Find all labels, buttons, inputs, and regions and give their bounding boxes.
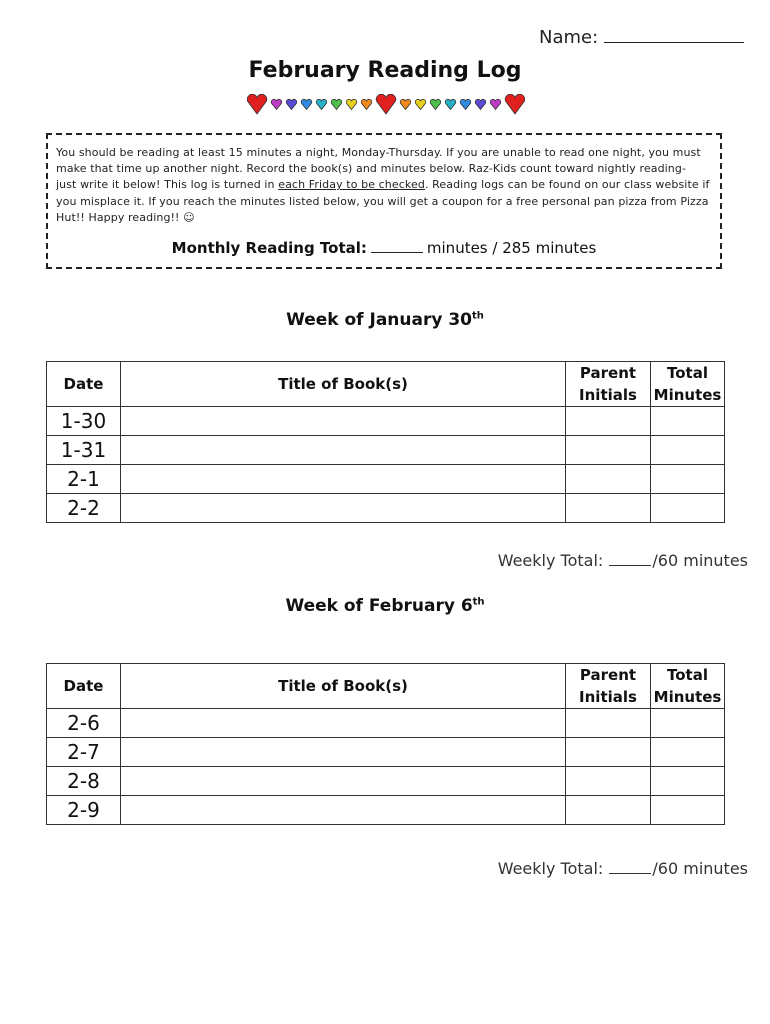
book-title-cell[interactable] xyxy=(121,436,566,465)
book-title-cell[interactable] xyxy=(121,796,566,825)
total-minutes-cell[interactable] xyxy=(651,436,725,465)
hearts-decoration xyxy=(247,94,525,116)
weekly-total-suffix: /60 minutes xyxy=(652,551,748,570)
total-minutes-cell[interactable] xyxy=(651,465,725,494)
parent-initials-cell[interactable] xyxy=(566,796,651,825)
table-row xyxy=(47,436,725,465)
small-heart-icon xyxy=(346,99,357,109)
large-heart-icon xyxy=(247,94,267,114)
small-heart-icon xyxy=(400,99,411,109)
book-title-cell[interactable] xyxy=(121,465,566,494)
date-cell: 1-31 xyxy=(47,436,121,465)
total-header-line1: Total xyxy=(667,364,708,382)
week-2-table xyxy=(46,663,725,825)
instructions-part-2: . Reading logs can be found on our class website if you misplace it. If you reach the minutes listed below, you will get a coupon for a free personal pan pizza from Pizza Hut!! Happy reading!! ☺ xyxy=(56,178,710,224)
total-minutes-header xyxy=(651,362,725,407)
weekly-total-suffix: /60 minutes xyxy=(652,859,748,878)
total-header-line2: Minutes xyxy=(653,688,722,706)
total-minutes-cell[interactable] xyxy=(651,796,725,825)
monthly-total xyxy=(48,239,720,257)
small-heart-icon xyxy=(331,99,342,109)
total-minutes-cell[interactable] xyxy=(651,407,725,436)
parent-initials-cell[interactable] xyxy=(566,738,651,767)
parent-header-line2: Initials xyxy=(579,386,637,404)
parent-initials-cell[interactable] xyxy=(566,436,651,465)
parent-initials-cell[interactable] xyxy=(566,494,651,523)
week-2-title xyxy=(0,596,770,616)
table-row xyxy=(47,796,725,825)
weekly-total-blank[interactable] xyxy=(609,861,651,874)
date-cell: 2-8 xyxy=(47,767,121,796)
large-heart-icon xyxy=(505,94,525,114)
title-header: Title of Book(s) xyxy=(121,362,566,407)
weekly-total-label: Weekly Total: xyxy=(497,859,604,878)
small-heart-icon xyxy=(316,99,327,109)
large-heart-icon xyxy=(376,94,396,114)
parent-initials-cell[interactable] xyxy=(566,767,651,796)
small-heart-icon xyxy=(361,99,372,109)
parent-header-line2: Initials xyxy=(579,688,637,706)
table-row xyxy=(47,738,725,767)
page-title: February Reading Log xyxy=(248,58,522,83)
parent-header-line1: Parent xyxy=(579,666,637,684)
small-heart-icon xyxy=(286,99,297,109)
total-minutes-cell[interactable] xyxy=(651,767,725,796)
total-minutes-cell[interactable] xyxy=(651,494,725,523)
instructions-text xyxy=(56,145,710,226)
date-cell: 2-6 xyxy=(47,709,121,738)
date-header: Date xyxy=(47,664,121,709)
week-2-title-suffix: th xyxy=(472,596,485,608)
table-row xyxy=(47,494,725,523)
total-header-line1: Total xyxy=(667,666,708,684)
parent-initials-cell[interactable] xyxy=(566,465,651,494)
small-heart-icon xyxy=(490,99,501,109)
title-header: Title of Book(s) xyxy=(121,664,566,709)
monthly-suffix: minutes / 285 minutes xyxy=(426,239,597,257)
small-heart-icon xyxy=(445,99,456,109)
instructions-underlined: each Friday to be checked xyxy=(278,178,425,192)
monthly-blank[interactable] xyxy=(371,240,423,253)
small-heart-icon xyxy=(415,99,426,109)
date-header: Date xyxy=(47,362,121,407)
instructions-part-1: You should be reading at least 15 minutes a night, Monday-Thursday. If you are unable to read one night, you must make that time up another night. Record the book(s) and minutes below. Raz-Kids count toward nightly reading- just write it below! This log is turned in xyxy=(56,146,701,192)
week-2-title-text: Week of February 6 xyxy=(285,596,473,616)
week-1-table xyxy=(46,361,725,523)
weekly-total-label: Weekly Total: xyxy=(497,551,604,570)
parent-initials-cell[interactable] xyxy=(566,709,651,738)
total-header-line2: Minutes xyxy=(653,386,722,404)
parent-initials-header xyxy=(566,362,651,407)
book-title-cell[interactable] xyxy=(121,407,566,436)
date-cell: 2-1 xyxy=(47,465,121,494)
name-line xyxy=(539,26,744,48)
week-2-weekly-total xyxy=(498,859,748,878)
parent-header-line1: Parent xyxy=(579,364,637,382)
book-title-cell[interactable] xyxy=(121,738,566,767)
date-cell: 1-30 xyxy=(47,407,121,436)
small-heart-icon xyxy=(475,99,486,109)
book-title-cell[interactable] xyxy=(121,494,566,523)
book-title-cell[interactable] xyxy=(121,767,566,796)
date-cell: 2-7 xyxy=(47,738,121,767)
date-cell: 2-9 xyxy=(47,796,121,825)
small-heart-icon xyxy=(301,99,312,109)
table-row xyxy=(47,465,725,494)
parent-initials-header xyxy=(566,664,651,709)
table-row xyxy=(47,767,725,796)
weekly-total-blank[interactable] xyxy=(609,553,651,566)
small-heart-icon xyxy=(460,99,471,109)
total-minutes-cell[interactable] xyxy=(651,738,725,767)
book-title-cell[interactable] xyxy=(121,709,566,738)
total-minutes-header xyxy=(651,664,725,709)
week-1-title xyxy=(0,310,770,330)
name-blank[interactable] xyxy=(604,26,744,43)
name-label: Name: xyxy=(539,27,599,48)
total-minutes-cell[interactable] xyxy=(651,709,725,738)
table-row xyxy=(47,407,725,436)
week-1-title-text: Week of January 30 xyxy=(286,310,473,330)
week-1-weekly-total xyxy=(498,551,748,570)
table-row xyxy=(47,709,725,738)
week-1-title-suffix: th xyxy=(472,310,484,322)
monthly-label: Monthly Reading Total: xyxy=(171,239,367,257)
small-heart-icon xyxy=(271,99,282,109)
parent-initials-cell[interactable] xyxy=(566,407,651,436)
date-cell: 2-2 xyxy=(47,494,121,523)
small-heart-icon xyxy=(430,99,441,109)
instructions-box xyxy=(46,133,722,269)
